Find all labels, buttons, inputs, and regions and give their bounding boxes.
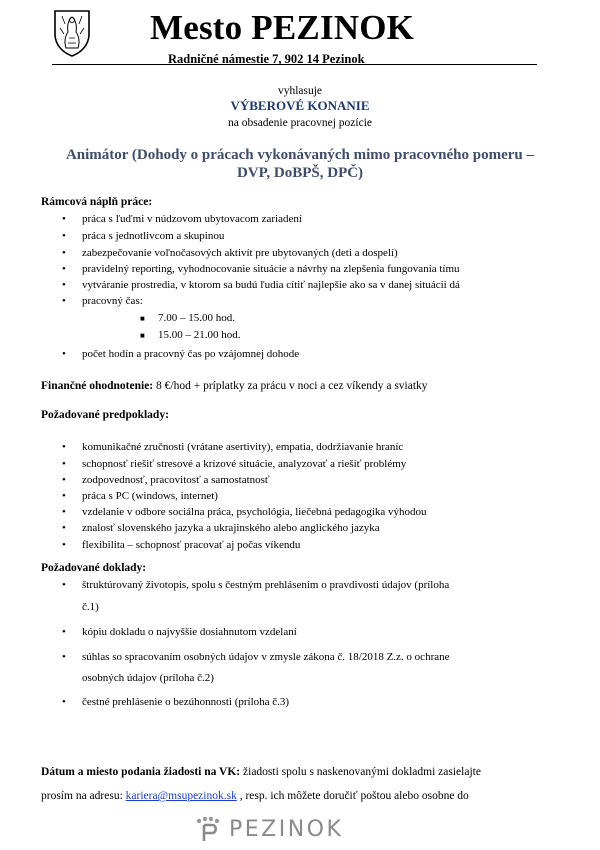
list-item: • čestné prehlásenie o bezúhonnosti (príloha č.3) (62, 696, 290, 708)
pezinok-logo-icon (195, 815, 223, 843)
list-item: • zabezpečovanie voľnočasových aktivít pre ubytovaných (deti a dospelí) (62, 247, 398, 259)
submission-line1 (41, 766, 481, 778)
bullet-icon: • (62, 348, 66, 360)
section-heading-requirements: Požadované predpoklady: (41, 409, 169, 421)
list-item: • práca s ľuďmi v núdzovom ubytovacom zariadení (62, 213, 302, 225)
bullet-icon: • (62, 522, 66, 534)
list-item: • pravidelný reporting, vyhodnocovanie situácie a návrhy na zlepšenia fungovania tímu (62, 263, 460, 275)
bullet-icon: • (62, 696, 66, 708)
list-item-continuation: osobných údajov (príloha č.2) (82, 672, 214, 684)
submission-line2 (41, 790, 469, 802)
bullet-icon: • (62, 230, 66, 242)
list-item: • pracovný čas: (62, 295, 143, 307)
list-item: • počet hodín a pracovný čas po vzájomnej dohode (62, 348, 300, 360)
submission-address-label: prosím na adresu: (41, 790, 126, 802)
bullet-icon: • (62, 539, 66, 551)
bullet-icon: • (62, 263, 66, 275)
list-item: • zodpovednosť, pracovitosť a samostatnosť (62, 474, 270, 486)
list-item: • flexibilita – schopnosť pracovať aj počas víkendu (62, 539, 301, 551)
square-bullet-icon: ■ (140, 331, 145, 340)
announcement-heading: VÝBEROVÉ KONANIE (230, 98, 370, 113)
bullet-icon: • (62, 474, 66, 486)
list-item: • kópiu dokladu o najvyššie dosiahnutom vzdelaní (62, 626, 297, 638)
section-heading-documents: Požadované doklady: (41, 562, 147, 574)
intro-subline: na obsadenie pracovnej pozície (227, 117, 372, 129)
page-title: Mesto PEZINOK (150, 8, 415, 47)
list-item: • práca s jednotlivcom a skupinou (62, 230, 225, 242)
list-item-continuation: č.1) (82, 601, 99, 613)
position-title-line1: Animátor (Dohody o prácach vykonávaných mimo pracovného pomeru – (65, 147, 535, 163)
list-item: • schopnosť riešiť stresové a krízové situácie, analyzovať a riešiť problémy (62, 458, 407, 470)
submission-text-continued: , resp. ich môžete doručiť poštou alebo osobne do (236, 790, 469, 802)
shift-item: ■ 7.00 – 15.00 hod. (140, 312, 235, 324)
salary-label: Finančné ohodnotenie: (41, 380, 154, 392)
salary-line (41, 380, 428, 392)
section-heading-duties: Rámcová náplň práce: (41, 196, 153, 208)
bullet-icon: • (62, 441, 66, 453)
bullet-icon: • (62, 213, 66, 225)
list-item: • súhlas so spracovaním osobných údajov v zmysle zákona č. 18/2018 Z.z. o ochrane (62, 651, 450, 663)
footer-logo (195, 814, 343, 844)
square-bullet-icon: ■ (140, 314, 145, 323)
intro-line: vyhlasuje (277, 85, 323, 97)
position-title-line2: DVP, DoBPŠ, DPČ) (236, 165, 364, 181)
submission-text: žiadosti spolu s naskenovanými dokladmi zasielajte (240, 766, 481, 778)
bullet-icon: • (62, 295, 66, 307)
bullet-icon: • (62, 579, 66, 591)
bullet-icon: • (62, 279, 66, 291)
bullet-icon: • (62, 651, 66, 663)
shift-item: ■ 15.00 – 21.00 hod. (140, 329, 241, 341)
footer-logo-text: PEZINOK (229, 816, 344, 842)
city-crest-icon (52, 8, 92, 58)
list-item: • štruktúrovaný životopis, spolu s čestným prehlásením o pravdivosti údajov (príloha (62, 579, 450, 591)
header-divider (52, 64, 537, 65)
bullet-icon: • (62, 490, 66, 502)
submission-label: Dátum a miesto podania žiadosti na VK: (41, 766, 241, 778)
email-link[interactable]: kariera@msupezinok.sk (125, 790, 237, 802)
address: Radničné námestie 7, 902 14 Pezinok (168, 52, 365, 66)
bullet-icon: • (62, 458, 66, 470)
bullet-icon: • (62, 506, 66, 518)
list-item: • vytváranie prostredia, v ktorom sa budú ľudia cítiť najlepšie ako sa v danej situácii dá (62, 279, 460, 291)
list-item: • znalosť slovenského jazyka a ukrajinského alebo anglického jazyka (62, 522, 380, 534)
list-item: • komunikačné zručnosti (vrátane asertivity), empatia, dodržiavanie hraníc (62, 441, 404, 453)
bullet-icon: • (62, 626, 66, 638)
list-item: • práca s PC (windows, internet) (62, 490, 218, 502)
bullet-icon: • (62, 247, 66, 259)
list-item: • vzdelanie v odbore sociálna práca, psychológia, liečebná pedagogika výhodou (62, 506, 427, 518)
position-title (0, 146, 600, 182)
salary-value: 8 €/hod + príplatky za prácu v noci a cez víkendy a sviatky (153, 380, 428, 392)
